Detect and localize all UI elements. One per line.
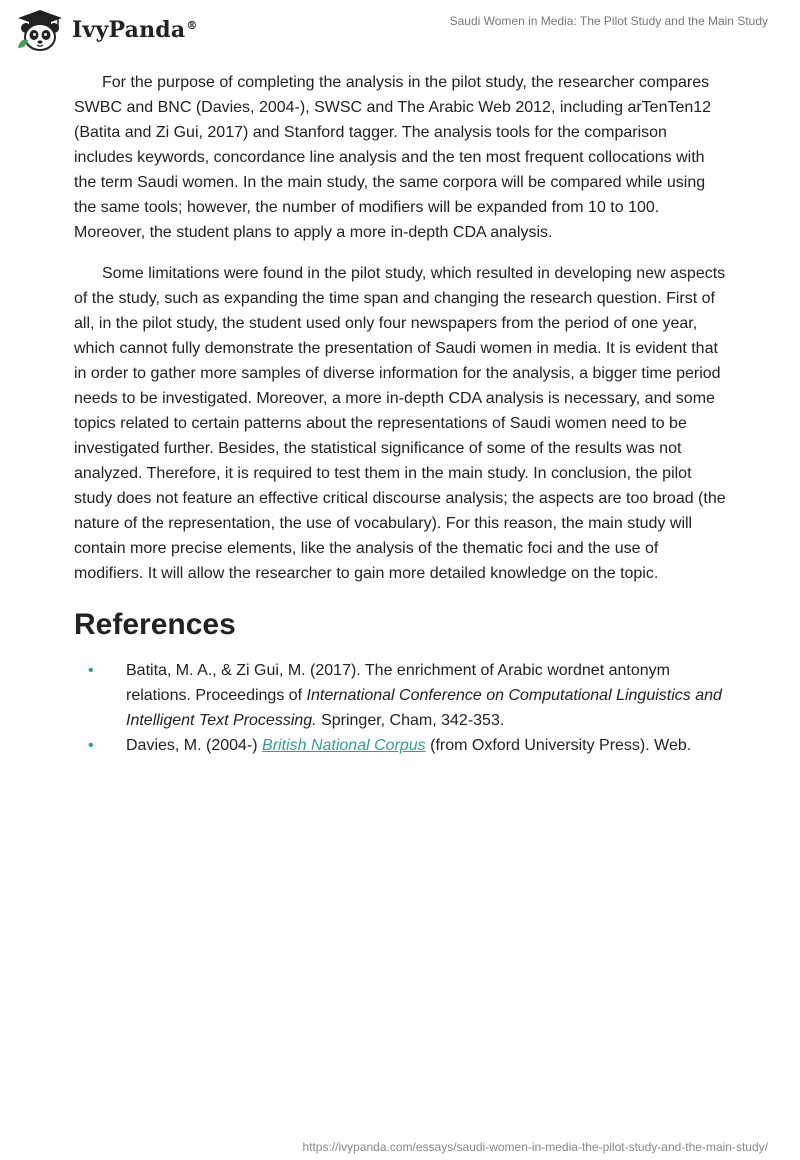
reference-text: Davies, M. (2004-): [126, 737, 263, 754]
brand-name: IvyPanda®: [72, 17, 198, 43]
footer-url[interactable]: https://ivypanda.com/essays/saudi-women-in-media-the-pilot-study-and-the-main-study/: [302, 1140, 768, 1154]
reference-text: Springer, Cham, 342-353.: [316, 712, 505, 729]
bullet-icon: •: [88, 737, 94, 754]
document-title: Saudi Women in Media: The Pilot Study and the Main Study: [449, 14, 768, 28]
references-heading: References: [74, 608, 236, 641]
ivypanda-logo[interactable]: [14, 8, 198, 52]
body-paragraph: Some limitations were found in the pilot study, which resulted in developing new aspects of the study, such as expanding the time span and changing the research question. First of all, in the pilot study, the student used only four newspapers from the period of one year, which cannot fully demonstrate the presentation of Saudi women in media. It is evident that in order to gather more samples of diverse information for the analysis, a bigger time period needs to be investigated. Moreover, a more in-depth CDA analysis is necessary, and some topics related to certain patterns about the representations of Saudi women need to be investigated further. Besides, the statistical significance of some of the results was not analyzed. Therefore, it is required to test them in the main study. In conclusion, the pilot study does not feature an effective critical discourse analysis; the aspects are too broad (the nature of the representation, the use of vocabulary). For this reason, the main study will contain more precise elements, like the analysis of the thematic foci and the use of modifiers. It will allow the researcher to gain more detailed knowledge on the topic.: [74, 265, 726, 582]
page-header: [0, 0, 800, 60]
panda-graduate-icon: [14, 8, 66, 52]
essay-content: [74, 70, 726, 758]
reference-text: Batita, M. A., & Zi Gui, M. (2017). The enrichment of Arabic wordnet antonym relations. Proceedings of: [126, 662, 670, 704]
reference-item: [74, 658, 726, 733]
body-paragraph: For the purpose of completing the analysis in the pilot study, the researcher compares SWBC and BNC (Davies, 2004-), SWSC and The Arabic Web 2012, including arTenTen12 (Batita and Zi Gui, 2017) and Stanford tagger. The analysis tools for the comparison includes keywords, concordance line analysis and the ten most frequent collocations with the term Saudi women. In the main study, the same corpora will be compared while using the same tools; however, the number of modifiers will be expanded from 10 to 100. Moreover, the student plans to apply a more in-depth CDA analysis.: [74, 74, 712, 241]
reference-link[interactable]: British National Corpus: [262, 737, 426, 754]
bullet-icon: •: [88, 662, 94, 679]
reference-item: [74, 733, 726, 758]
reference-italic-title: International Conference on Computational Linguistics and Intelligent Text Processing.: [126, 687, 722, 729]
reference-text: (from Oxford University Press). Web.: [425, 737, 692, 754]
references-list: [74, 658, 726, 758]
